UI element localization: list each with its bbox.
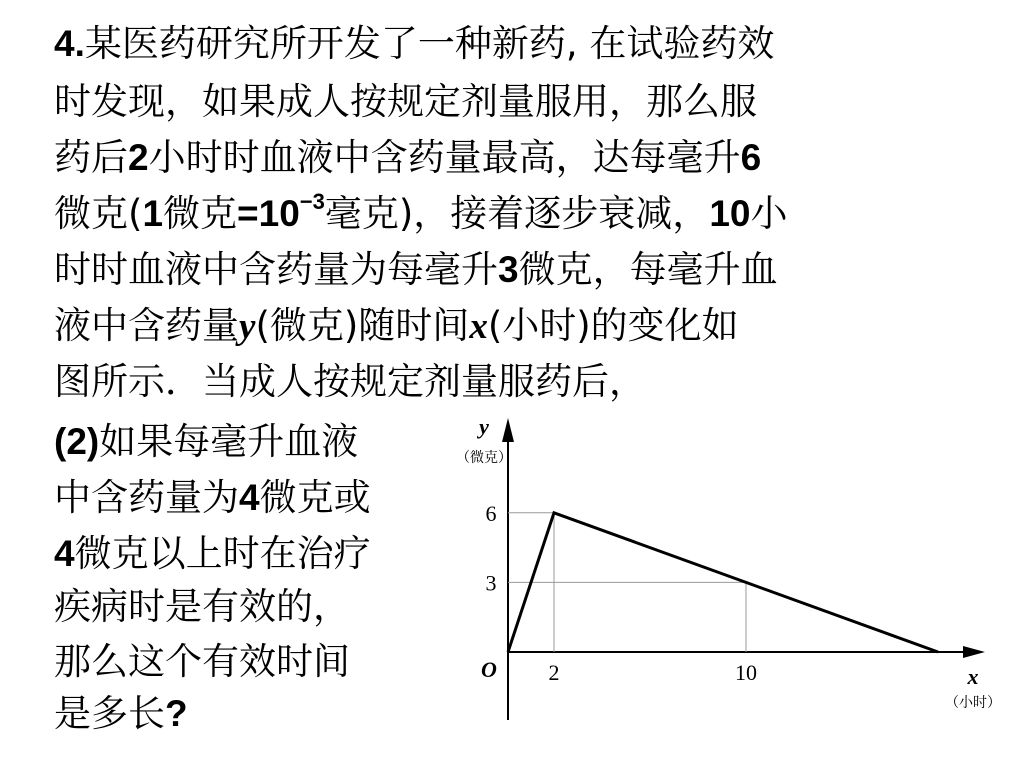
problem-text-5b: 3 <box>498 249 519 290</box>
problem-text-4a: 微克( <box>54 192 143 235</box>
y-axis-label: y <box>479 414 489 439</box>
problem-number: 4. <box>54 23 85 64</box>
origin-label: O <box>481 657 497 682</box>
question-label: (2) <box>54 421 100 462</box>
problem-text-2: 时发现，如果成人按规定剂量服用，那么服 <box>54 80 757 123</box>
y-tick-label: 3 <box>485 570 497 596</box>
guide-lines <box>508 513 746 652</box>
question-text-1: 如果每毫升血液 <box>99 420 359 463</box>
question-text-2c: 微克或 <box>259 476 371 519</box>
problem-text-6a: 液中含药量 <box>54 304 239 347</box>
problem-text-6e: (小时)的变化如 <box>487 304 739 347</box>
y-axis-unit: （微克） <box>456 450 512 466</box>
y-tick-label: 6 <box>485 500 497 526</box>
problem-text-5c: 微克，每毫升血 <box>518 248 778 291</box>
x-axis-arrow <box>963 646 985 658</box>
problem-text-4b: 1 <box>142 193 164 234</box>
y-axis-arrow <box>502 418 514 442</box>
x-axis-label: x <box>967 664 979 689</box>
question-text-6a: 是多长 <box>54 692 165 735</box>
problem-text-3a: 药后 <box>54 136 128 179</box>
problem-text-3b: 2 <box>128 137 149 178</box>
x-axis-unit: （小时） <box>945 695 1001 711</box>
problem-text-6c: (微克)随时间 <box>255 304 470 347</box>
problem-text-4g: 10 <box>709 193 751 234</box>
problem-text-4e: −3 <box>299 188 325 214</box>
x-tick-label: 10 <box>735 660 757 685</box>
question-text-4: 疾病时是有效的， <box>54 585 350 628</box>
problem-text-4f: 毫克)，接着逐步衰减， <box>324 192 710 235</box>
problem-text-4d: =10 <box>237 193 300 234</box>
problem-text-4c: 微克 <box>163 192 238 235</box>
question-text-2b: 4 <box>239 477 260 518</box>
problem-text-4h: 小 <box>750 192 788 235</box>
problem-text-3d: 6 <box>740 137 762 178</box>
x-tick-labels <box>549 660 758 685</box>
question-text-5: 那么这个有效时间 <box>54 640 350 683</box>
question-text-6b: ? <box>165 693 188 734</box>
x-tick-label: 2 <box>548 660 560 685</box>
problem-text-7: 图所示．当成人按规定剂量服药后， <box>54 360 646 403</box>
problem-text-1: 某医药研究所开发了一种新药, 在试验药效 <box>84 22 775 65</box>
problem-text-3c: 小时时血液中含药量最高，达每毫升 <box>148 136 741 179</box>
question-text-3b: 微克以上时在治疗 <box>74 532 371 575</box>
question-text-3a: 4 <box>54 533 75 574</box>
question-text-2a: 中含药量为 <box>54 476 239 519</box>
problem-var-y: y <box>239 306 256 347</box>
problem-text-5a: 时时血液中含药量为每毫升 <box>54 248 498 291</box>
problem-var-x: x <box>469 306 488 347</box>
y-tick-labels <box>486 501 497 596</box>
